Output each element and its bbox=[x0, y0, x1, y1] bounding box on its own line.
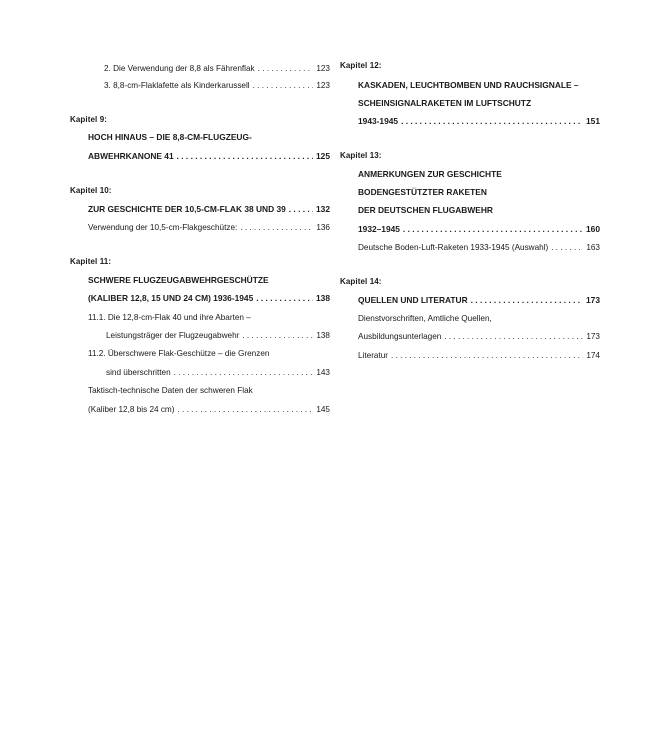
chapter-label-text: Kapitel 14: bbox=[340, 277, 382, 286]
toc-page-number: 132 bbox=[316, 204, 330, 214]
toc-entry-title: 1943-1945 bbox=[358, 116, 399, 126]
toc-page-number: 136 bbox=[316, 223, 330, 232]
toc-entry bbox=[88, 404, 330, 415]
toc-entry bbox=[358, 169, 600, 180]
toc-entry-title: DER DEUTSCHEN FLUGABWEHR bbox=[358, 205, 493, 215]
leader-dots bbox=[177, 151, 313, 162]
leader-dots bbox=[391, 350, 583, 361]
toc-page-number: 143 bbox=[316, 368, 330, 377]
toc-entry-title: Ausbildungsunterlagen bbox=[358, 332, 442, 341]
toc-entry-title: Leistungsträger der Flugzeugabwehr bbox=[106, 331, 240, 340]
toc-entry bbox=[358, 295, 600, 306]
toc-entry-title: HOCH HINAUS – DIE 8,8-CM-FLUGZEUG- bbox=[88, 132, 252, 142]
toc-entry bbox=[88, 275, 330, 286]
chapter-label bbox=[340, 276, 600, 287]
toc-entry bbox=[88, 204, 330, 215]
leader-dots bbox=[258, 63, 314, 74]
toc-entry-title: sind überschritten bbox=[106, 368, 171, 377]
chapter-label bbox=[70, 114, 330, 125]
toc-entry bbox=[106, 330, 330, 341]
toc-page-number: 123 bbox=[316, 81, 330, 90]
toc-entry bbox=[106, 367, 330, 378]
toc-entry-title: SCHWERE FLUGZEUGABWEHRGESCHÜTZE bbox=[88, 275, 269, 285]
toc-entry bbox=[358, 116, 600, 127]
leader-dots bbox=[403, 224, 583, 235]
toc-entry bbox=[88, 385, 330, 396]
chapter-label bbox=[70, 185, 330, 196]
toc-entry bbox=[358, 205, 600, 216]
toc-entry bbox=[358, 242, 600, 253]
toc-page-number: 145 bbox=[316, 405, 330, 414]
toc-page-number: 123 bbox=[316, 64, 330, 73]
toc-entry-title: KASKADEN, LEUCHTBOMBEN UND RAUCHSIGNALE – bbox=[358, 80, 579, 90]
toc-page-number: 163 bbox=[586, 243, 600, 252]
toc-entry-title: 1932–1945 bbox=[358, 224, 400, 234]
chapter-label bbox=[70, 256, 330, 267]
chapter-label bbox=[340, 60, 600, 71]
chapter-label-text: Kapitel 10: bbox=[70, 186, 112, 195]
leader-dots bbox=[240, 222, 313, 233]
toc-entry bbox=[104, 63, 330, 74]
toc-entry-title: 11.1. Die 12,8-cm-Flak 40 und ihre Abarten – bbox=[88, 313, 251, 322]
toc-entry-title: Dienstvorschriften, Amtliche Quellen, bbox=[358, 314, 492, 323]
toc-entry-title: 11.2. Überschwere Flak-Geschütze – die Grenzen bbox=[88, 349, 270, 358]
toc-entry-title: Taktisch-technische Daten der schweren Flak bbox=[88, 386, 253, 395]
leader-dots bbox=[551, 242, 583, 253]
toc-entry bbox=[88, 293, 330, 304]
toc-page-number: 174 bbox=[586, 351, 600, 360]
leader-dots bbox=[289, 204, 313, 215]
toc-entry bbox=[88, 312, 330, 323]
chapter-label bbox=[340, 150, 600, 161]
leader-dots bbox=[256, 293, 313, 304]
toc-entry bbox=[358, 313, 600, 324]
toc-entry bbox=[104, 80, 330, 91]
toc-entry-title: Literatur bbox=[358, 351, 389, 360]
leader-dots bbox=[177, 404, 313, 415]
toc-entry-title: BODENGESTÜTZTER RAKETEN bbox=[358, 187, 487, 197]
toc-entry-title: ZUR GESCHICHTE DER 10,5-CM-FLAK 38 UND 39 bbox=[88, 204, 286, 214]
toc-entry bbox=[88, 222, 330, 233]
toc-entry bbox=[358, 187, 600, 198]
toc-entry bbox=[88, 348, 330, 359]
toc-entry-title: (KALIBER 12,8, 15 UND 24 CM) 1936-1945 bbox=[88, 293, 254, 303]
toc-entry-title: Deutsche Boden-Luft-Raketen 1933-1945 (Auswahl) bbox=[358, 243, 549, 252]
toc-entry-title: 2. Die Verwendung der 8,8 als Fährenflak bbox=[104, 64, 255, 73]
leader-dots bbox=[401, 116, 583, 127]
toc-page-number: 173 bbox=[586, 332, 600, 341]
leader-dots bbox=[444, 331, 583, 342]
toc-entry bbox=[358, 224, 600, 235]
leader-dots bbox=[174, 367, 314, 378]
toc-page-number: 173 bbox=[586, 295, 600, 305]
toc-entry-title: QUELLEN UND LITERATUR bbox=[358, 295, 468, 305]
chapter-label-text: Kapitel 13: bbox=[340, 151, 382, 160]
toc-entry bbox=[358, 331, 600, 342]
toc-entry-title: SCHEINSIGNALRAKETEN IM LUFTSCHUTZ bbox=[358, 98, 532, 108]
toc-entry bbox=[358, 350, 600, 361]
toc-entry-title: (Kaliber 12,8 bis 24 cm) bbox=[88, 405, 175, 414]
toc-entry-title: ANMERKUNGEN ZUR GESCHICHTE bbox=[358, 169, 502, 179]
toc-page-number: 160 bbox=[586, 224, 600, 234]
toc-entry bbox=[358, 98, 600, 109]
leader-dots bbox=[471, 295, 583, 306]
toc-entry-title: 3. 8,8-cm-Flaklafette als Kinderkarussell bbox=[104, 81, 250, 90]
toc-entry bbox=[88, 132, 330, 143]
toc-entry-title: Verwendung der 10,5-cm-Flakgeschütze: bbox=[88, 223, 238, 232]
toc-page-number: 125 bbox=[316, 151, 330, 161]
toc-entry bbox=[358, 80, 600, 91]
toc-entry-title: ABWEHRKANONE 41 bbox=[88, 151, 174, 161]
chapter-label-text: Kapitel 11: bbox=[70, 257, 112, 266]
toc-page-number: 138 bbox=[316, 331, 330, 340]
chapter-label-text: Kapitel 9: bbox=[70, 115, 108, 124]
toc-page-number: 151 bbox=[586, 116, 600, 126]
toc-page-number: 138 bbox=[316, 293, 330, 303]
leader-dots bbox=[242, 330, 313, 341]
chapter-label-text: Kapitel 12: bbox=[340, 61, 382, 70]
leader-dots bbox=[253, 80, 314, 91]
toc-entry bbox=[88, 151, 330, 162]
